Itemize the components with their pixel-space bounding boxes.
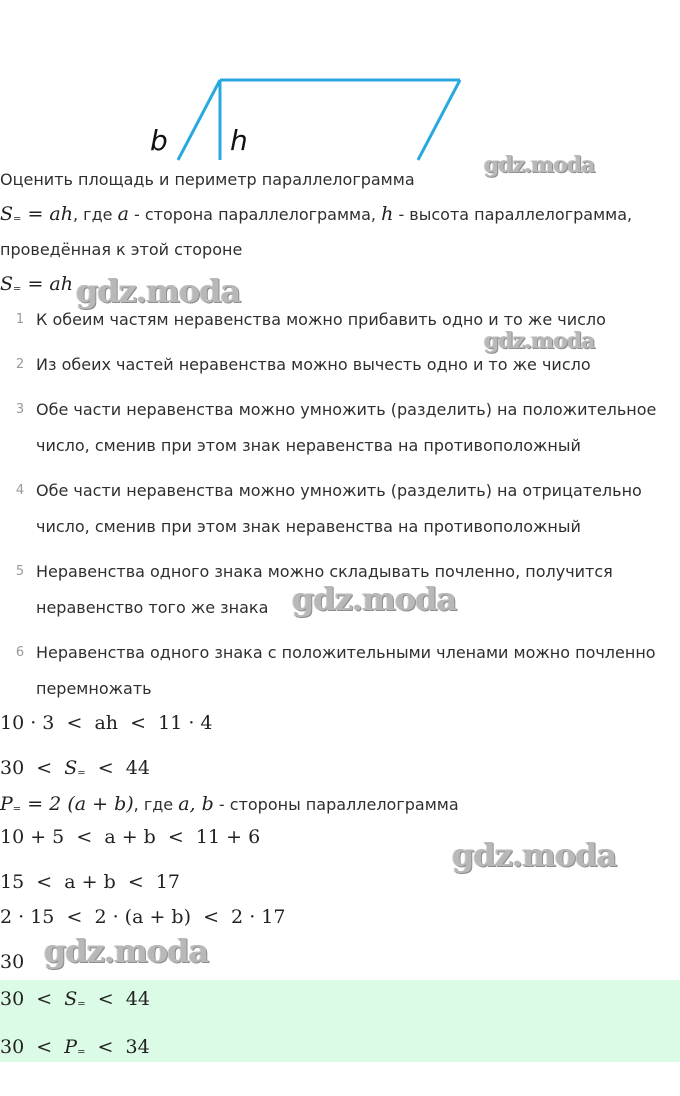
- left-side-b: [178, 80, 220, 160]
- area-formula-continuation: проведённая к этой стороне: [0, 240, 243, 259]
- rule-number: 3: [15, 402, 25, 417]
- rule-text-line-1: Обе части неравенства можно умножить (разделить) на отрицательно: [36, 481, 642, 500]
- rule-item-3: [0, 392, 680, 464]
- rule-text-line-1: Неравенства одного знака можно складывать почленно, получится: [36, 562, 613, 581]
- perimeter-description: - стороны параллелограмма: [218, 795, 459, 814]
- watermark: gdz.moda: [76, 272, 241, 310]
- step-area-range: $30 < S_= < 44$: [0, 757, 150, 779]
- rule-text-line-2: число, сменив при этом знак неравенства на противоположный: [36, 517, 581, 536]
- rule-number: 4: [15, 483, 25, 498]
- step-double-sum: 2 · 15 < 2 · (a + b) < 2 · 17: [0, 906, 286, 928]
- h-description: - высота параллелограмма,: [398, 205, 633, 224]
- height-label-h: h: [230, 124, 248, 157]
- rule-text: К обеим частям неравенства можно прибавить одно и то же число: [36, 310, 606, 329]
- watermark: gdz.moda: [484, 328, 595, 354]
- parallelogram-figure: [0, 0, 680, 170]
- perimeter-vars: a, b: [178, 793, 214, 815]
- perimeter-formula: $P_= = 2$ (a + b): [0, 793, 134, 815]
- rule-text-line-2: неравенство того же знака: [36, 598, 269, 617]
- a-description: - сторона параллелограмма,: [134, 205, 376, 224]
- watermark: gdz.moda: [44, 932, 209, 970]
- step-area-product: 10 · 3 < ah < 11 · 4: [0, 712, 213, 734]
- perimeter-formula-line: [0, 792, 459, 822]
- side-label-b: b: [150, 124, 168, 157]
- var-a: a: [117, 203, 129, 225]
- where-text: , где: [133, 795, 174, 814]
- task-text: Оценить площадь и периметр параллелограмма: [0, 170, 415, 189]
- watermark: gdz.moda: [452, 836, 617, 874]
- where-text: , где: [73, 205, 113, 224]
- rule-text: Из обеих частей неравенства можно вычесть одно и то же число: [36, 355, 591, 374]
- answer-perimeter: $30 < P_= < 34$: [0, 1036, 150, 1058]
- var-h: h: [381, 203, 394, 225]
- area-restate: $S_=$ = ah: [0, 273, 73, 295]
- rule-item-6: [0, 635, 680, 707]
- area-formula: $S_=$ = ah: [0, 203, 73, 225]
- right-side: [418, 80, 460, 160]
- step-sum-range: 15 < a + b < 17: [0, 871, 180, 893]
- watermark: gdz.moda: [484, 152, 595, 178]
- rule-text-line-2: число, сменив при этом знак неравенства на противоположный: [36, 436, 581, 455]
- step-sum-bounds: 10 + 5 < a + b < 11 + 6: [0, 826, 261, 848]
- rule-text-line-1: Неравенства одного знака с положительными членами можно почленно: [36, 643, 656, 662]
- area-formula-line: [0, 202, 632, 232]
- rule-number: 2: [15, 357, 25, 372]
- answer-area: $30 < S_= < 44$: [0, 988, 150, 1010]
- rule-number: 5: [15, 564, 25, 579]
- watermark: gdz.moda: [292, 580, 457, 618]
- rule-number: 1: [15, 312, 25, 327]
- rule-item-4: [0, 473, 680, 545]
- rule-number: 6: [15, 645, 25, 660]
- step-partial: 30: [0, 951, 25, 973]
- rule-text-line-2: перемножать: [36, 679, 152, 698]
- rule-text-line-1: Обе части неравенства можно умножить (разделить) на положительное: [36, 400, 657, 419]
